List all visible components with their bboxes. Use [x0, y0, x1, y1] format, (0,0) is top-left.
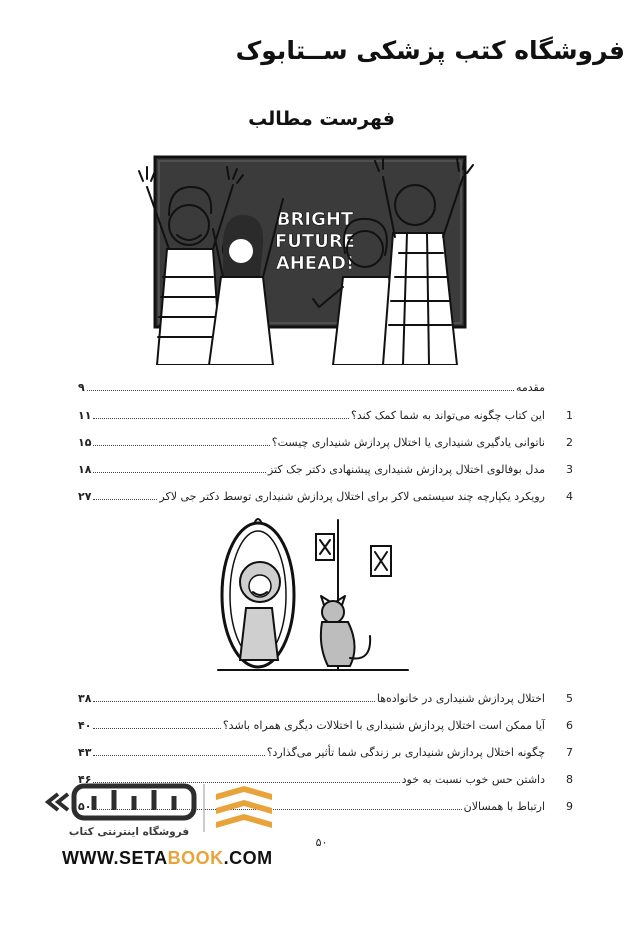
toc-row-title: این کتاب چگونه می‌تواند به شما کمک کند؟ — [351, 409, 545, 422]
toc-row-number: 8 — [566, 773, 573, 786]
mirror-illustration — [208, 510, 413, 675]
board-line-3: AHEAD! — [275, 253, 355, 274]
toc-row-page: ۹ — [78, 381, 85, 394]
toc-title: فهرست مطالب — [248, 108, 395, 130]
toc-row-title: ناتوانی یادگیری شنیداری یا اختلال پردازش شنیداری چیست؟ — [271, 436, 545, 449]
toc-row-number: 6 — [566, 719, 573, 732]
toc-leader-dots — [93, 700, 374, 702]
toc-row-number: 9 — [566, 800, 573, 813]
page-number: ۵۰ — [315, 836, 328, 849]
toc-row-page: ۴۶ — [78, 773, 92, 786]
toc-leader-dots — [93, 754, 264, 756]
board-line-1: BRIGHT — [276, 209, 354, 230]
toc-row-page: ۵۰ — [78, 800, 92, 813]
toc-row[interactable] — [78, 714, 573, 732]
toc-row-number: 2 — [566, 436, 573, 449]
toc-row-page: ۱۸ — [78, 463, 92, 476]
toc-row-number: 5 — [566, 692, 573, 705]
toc-row-number: 1 — [566, 409, 573, 422]
toc-row[interactable] — [78, 431, 573, 449]
toc-row[interactable] — [78, 376, 573, 394]
toc-row-title: داشتن حس خوب نسبت به خود — [401, 773, 545, 786]
toc-row-number: 7 — [566, 746, 573, 759]
toc-leader-dots — [93, 471, 266, 473]
toc-row-title: ارتباط با همسالان — [463, 800, 545, 813]
toc-row[interactable] — [78, 458, 573, 476]
toc-leader-dots — [93, 444, 269, 446]
website-url[interactable] — [62, 848, 273, 869]
brand-tagline: فروشگاه اینترنتی کتاب — [68, 826, 190, 838]
toc-row-page: ۱۱ — [78, 409, 92, 422]
toc-row-page: ۴۰ — [78, 719, 92, 732]
toc-row-title: چگونه اختلال پردازش شنیداری بر زندگی شما تأثیر می‌گذارد؟ — [266, 746, 545, 759]
toc-row-page: ۳۸ — [78, 692, 92, 705]
toc-row-title: مدل بوفالوی اختلال پردازش شنیداری پیشنهادی دکتر جک کتز — [267, 463, 545, 476]
toc-row[interactable] — [78, 404, 573, 422]
chalkboard-illustration — [137, 137, 482, 365]
toc-leader-dots — [93, 417, 349, 419]
toc-row-page: ۴۳ — [78, 746, 92, 759]
url-suffix: .COM — [223, 848, 273, 868]
url-accent: BOOK — [167, 848, 224, 868]
board-line-2: FUTURE — [275, 231, 355, 252]
toc-leader-dots — [93, 727, 220, 729]
toc-row-page: ۲۷ — [78, 490, 92, 503]
url-prefix: WWW.SETA — [62, 848, 168, 868]
toc-row-title: رویکرد یکپارچه چند سیستمی لاکر برای اختلال پردازش شنیداری توسط دکتر جی لاکر — [159, 490, 545, 503]
toc-row-title: مقدمه — [515, 381, 545, 394]
toc-row-number: 4 — [566, 490, 573, 503]
toc-row-title: آیا ممکن است اختلال پردازش شنیداری با اختلالات دیگری همراه باشد؟ — [222, 719, 545, 732]
toc-row[interactable] — [78, 687, 573, 705]
toc-row-number: 3 — [566, 463, 573, 476]
toc-leader-dots — [93, 498, 157, 500]
toc-row[interactable] — [78, 741, 573, 759]
toc-row-title: اختلال پردازش شنیداری در خانواده‌ها — [376, 692, 545, 705]
toc-row-page: ۱۵ — [78, 436, 92, 449]
toc-leader-dots — [87, 389, 514, 391]
store-title: فروشگاه کتب پزشکی ســتابوک — [235, 36, 625, 65]
toc-row[interactable] — [78, 485, 573, 503]
